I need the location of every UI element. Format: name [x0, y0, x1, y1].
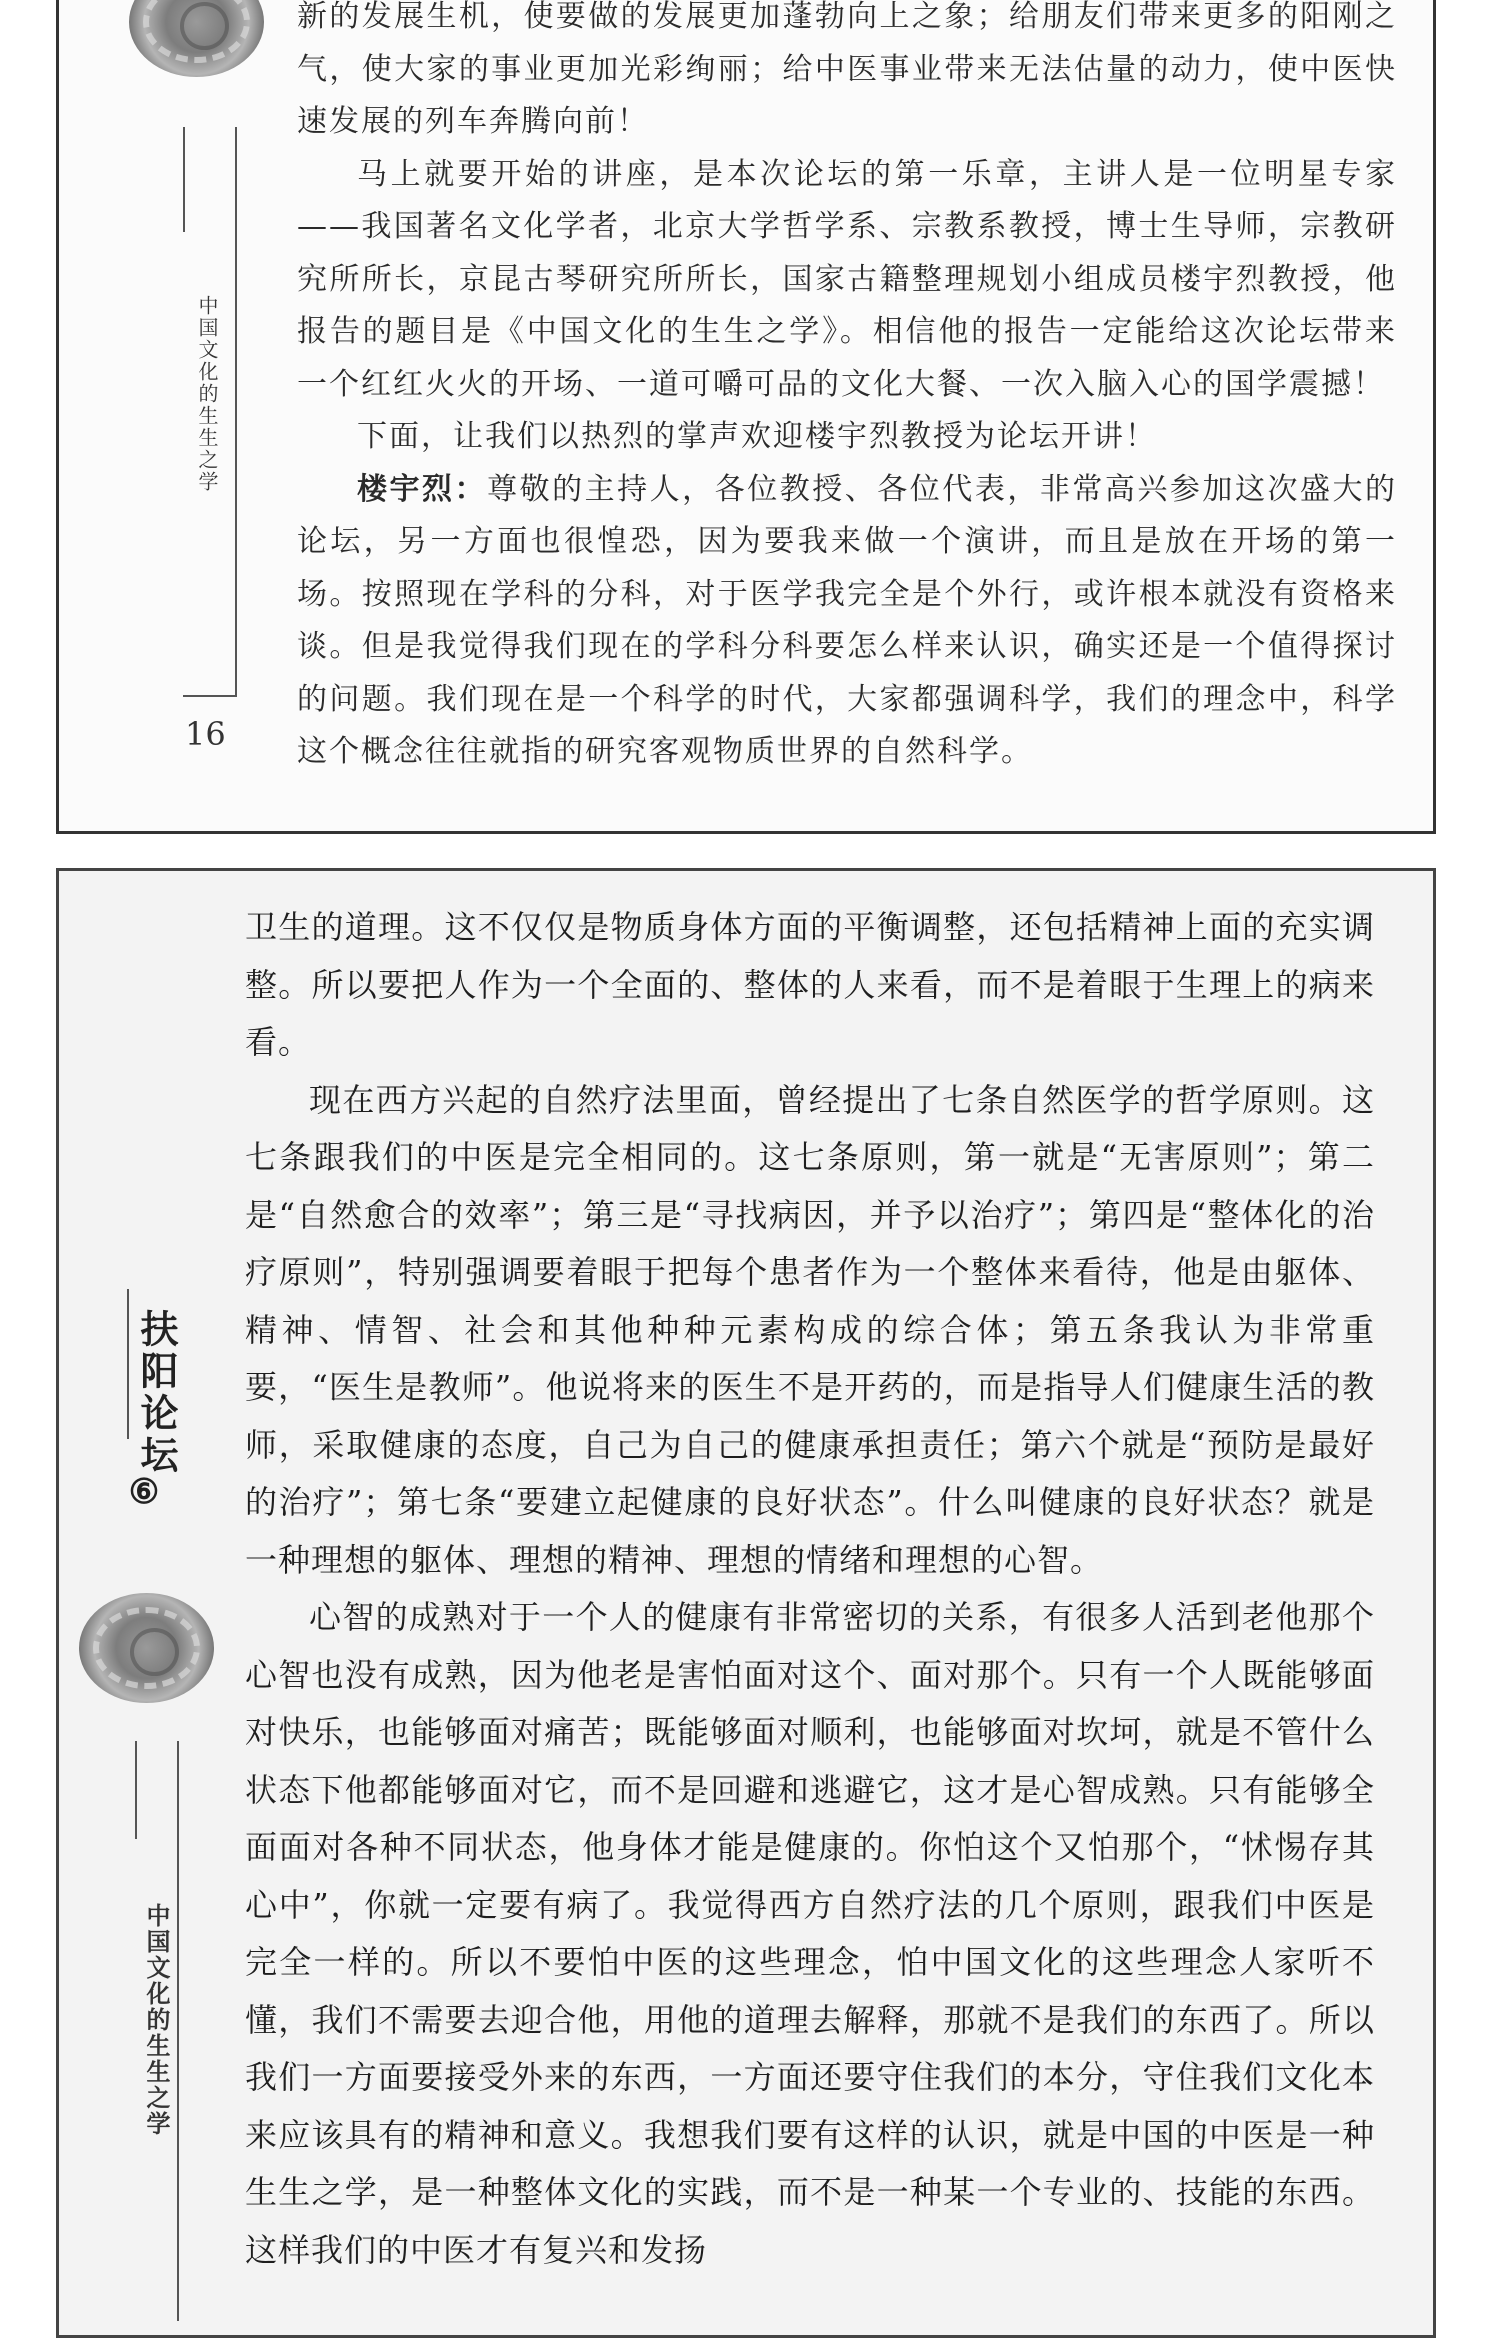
speech-text: 尊敬的主持人，各位教授、各位代表，非常高兴参加这次盛大的论坛，另一方面也很惶恐，因为要我来做一个演讲，而且是放在开场的第一场。按照现在学科的分科，对于医学我完全是个外行，或许根本就没有资格来谈。但是我觉得我们现在的学科分科要怎么样来认识，确实还是一个值得探讨的问题。我们现在是一个科学的时代，大家都强调科学，我们的理念中，科学这个概念往往就指的研究客观物质世界的自然科学。	[297, 471, 1398, 769]
speaker-name: 楼宇烈：	[357, 471, 488, 507]
side-rule-long	[177, 1741, 179, 2321]
side-rule-lower	[235, 127, 237, 697]
volume-badge: ⑥	[128, 1472, 160, 1512]
side-rule-upper	[135, 1741, 137, 1839]
side-title: 中国文化的生生之学	[142, 1903, 170, 2137]
page-number-rule	[183, 695, 237, 697]
paragraph: 心智的成熟对于一个人的健康有非常密切的关系，有很多人活到老他那个心智也没有成熟，因为他老是害怕面对这个、面对那个。只有一个人既能够面对快乐，也能够面对痛苦；既能够面对顺利，也能够面对坎坷，就是不管什么状态下他都能够面对它，而不是回避和逃避它，这才是心智成熟。只有能够全面面对各种不同状态，他身体才能是健康的。你怕这个又怕那个，“怵惕存其心中”，你就一定要有病了。我觉得西方自然疗法的几个原则，跟我们中医是完全一样的。所以不要怕中医的这些理念，怕中国文化的这些理念人家听不懂，我们不需要去迎合他，用他的道理去解释，那就不是我们的东西了。所以我们一方面要接受外来的东西，一方面还要守住我们的本分，守住我们文化本来应该具有的精神和意义。我想我们要有这样的认识，就是中国的中医是一种生生之学，是一种整体文化的实践，而不是一种某一个专业的、技能的东西。这样我们的中医才有复兴和发扬	[245, 1598, 1375, 2269]
bottom-page-body	[245, 899, 1375, 2279]
dragon-emblem-icon	[129, 0, 264, 77]
paragraph: 新的发展生机，使要做的发展更加蓬勃向上之象；给朋友们带来更多的阳刚之气，使大家的事业更加光彩绚丽；给中医事业带来无法估量的动力，使中医快速发展的列车奔腾向前！	[297, 0, 1397, 139]
top-page-body	[297, 0, 1397, 779]
paragraph: 卫生的道理。这不仅仅是物质身体方面的平衡调整，还包括精神上面的充实调整。所以要把人作为一个全面的、整体的人来看，而不是着眼于生理上的病来看。	[245, 908, 1375, 1061]
speech-paragraph	[297, 464, 1397, 779]
paragraph: 现在西方兴起的自然疗法里面，曾经提出了七条自然医学的哲学原则。这七条跟我们的中医是完全相同的。这七条原则，第一就是“无害原则”；第二是“自然愈合的效率”；第三是“寻找病因，并予以治疗”；第四是“整体化的治疗原则”，特别强调要着眼于把每个患者作为一个整体来看待，他是由躯体、精神、情智、社会和其他种种元素构成的综合体；第五条我认为非常重要，“医生是教师”。他说将来的医生不是开药的，而是指导人们健康生活的教师，采取健康的态度，自己为自己的健康承担责任；第六个就是“预防是最好的治疗”；第七条“要建立起健康的良好状态”。什么叫健康的良好状态？就是一种理想的躯体、理想的精神、理想的情绪和理想的心智。	[245, 1080, 1375, 1579]
paragraph: 下面，让我们以热烈的掌声欢迎楼宇烈教授为论坛开讲！	[357, 419, 1157, 454]
top-page	[56, 0, 1436, 834]
side-title: 中国文化的生生之学	[195, 295, 219, 493]
dragon-emblem-icon	[79, 1593, 214, 1703]
series-title: 扶阳论坛	[134, 1309, 179, 1477]
side-rule-upper	[183, 127, 185, 232]
page-number: 16	[185, 715, 226, 753]
bottom-page	[56, 868, 1436, 2338]
paragraph: 马上就要开始的讲座，是本次论坛的第一乐章，主讲人是一位明星专家——我国著名文化学者，北京大学哲学系、宗教系教授，博士生导师，宗教研究所所长，京昆古琴研究所所长，国家古籍整理规划小组成员楼宇烈教授，他报告的题目是《中国文化的生生之学》。相信他的报告一定能给这次论坛带来一个红红火火的开场、一道可嚼可品的文化大餐、一次入脑入心的国学震撼！	[297, 156, 1397, 402]
